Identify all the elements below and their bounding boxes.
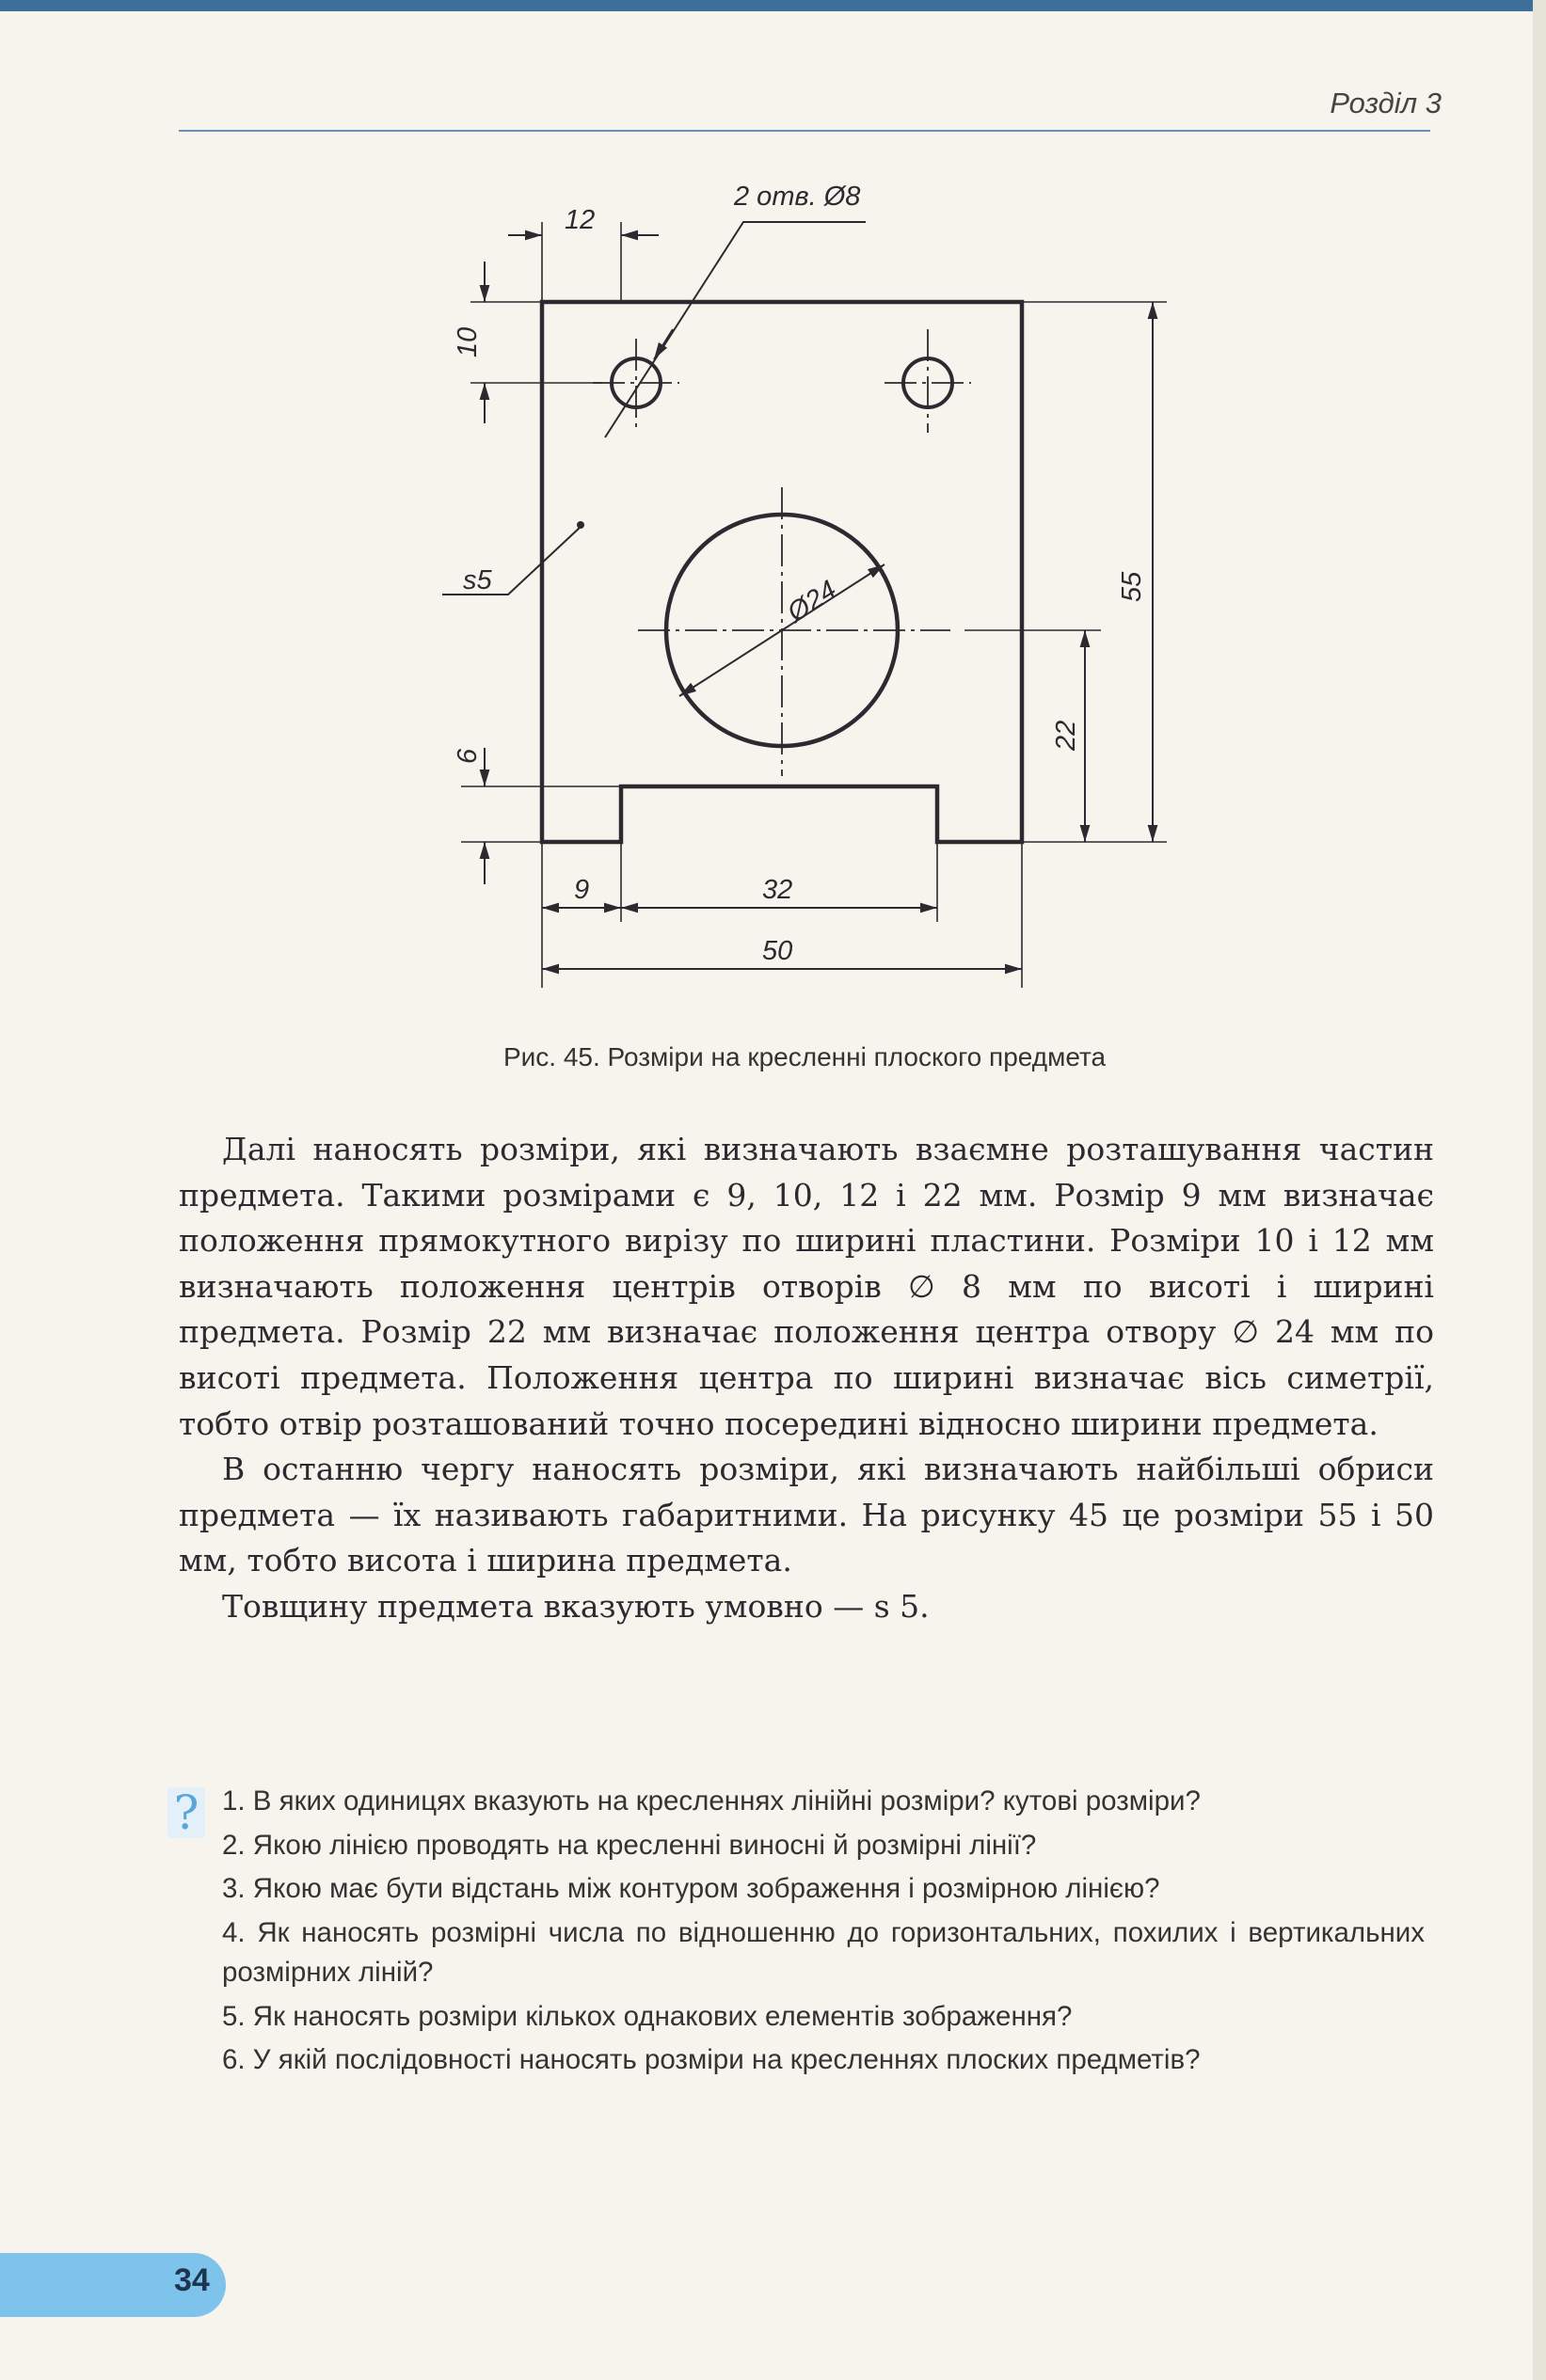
question-mark-icon: ? [167, 1787, 205, 1838]
label-dim-55: 55 [1117, 571, 1147, 602]
question-item: 3. Якою має бути відстань між контуром зображення і розмірною лінією? [222, 1873, 1160, 1904]
label-diameter: Ø24 [782, 575, 842, 628]
question-item: 2. Якою лінією проводять на кресленні виносні й розмірні лінії? [222, 1829, 1037, 1861]
label-dim-32: 32 [762, 875, 793, 905]
label-holes-note: 2 отв. Ø8 [734, 182, 861, 212]
page-number: 34 [174, 2262, 210, 2298]
question-item: 4. Як наносять розмірні числа по відношенню до горизонтальних, похилих і вертикальних розмірних ліній? [222, 1916, 1425, 1988]
body-text [179, 1127, 1434, 1630]
page-edge-shadow [1533, 0, 1546, 2380]
figure-caption: Рис. 45. Розміри на кресленні плоского предмета [502, 1042, 1107, 1071]
label-dim-10: 10 [453, 326, 483, 357]
label-dim-12: 12 [565, 205, 596, 235]
header-divider [179, 130, 1430, 132]
label-dim-6: 6 [453, 748, 483, 764]
label-thickness: s5 [463, 565, 492, 595]
paragraph: Товщину предмета вказують умовно — s 5. [222, 1587, 930, 1625]
question-item: 5. Як наносять розміри кількох однакових елементів зображення? [222, 2000, 1073, 2032]
label-dim-9: 9 [574, 875, 590, 905]
paragraph: В останню чергу наносять розміри, які визначають найбільші обриси предмета — їх називають габаритними. На рисунку 45 це розміри 55 і 50 мм, тобто висота і ширина предмета. [179, 1451, 1434, 1579]
top-color-band [0, 0, 1546, 11]
label-dim-50: 50 [762, 936, 793, 966]
question-item: 1. В яких одиницях вказують на кресленнях лінійні розміри? кутові розміри? [222, 1785, 1201, 1817]
paragraph: Далі наносять розміри, які визначають взаємне розташування частин предмета. Такими розмірами є 9, 10, 12 і 22 мм. Розмір 9 мм визначає положення прямокутного вирізу по ширині пластини. Розміри 10 і 12 мм визначають положення центрів отворів ∅ 8 мм по висоті і ширині предмета. Розмір 22 мм визначає положення центра отвору ∅ 24 мм по висоті предмета. Положення центра по ширині визначає вісь симетрії, тобто отвір розташований точно посередині відносно ширини предмета. [179, 1131, 1434, 1442]
label-dim-22: 22 [1051, 720, 1081, 751]
technical-drawing [414, 160, 1195, 1007]
review-questions [222, 1782, 1425, 2085]
section-label: Розділ 3 [1330, 87, 1442, 119]
question-item: 6. У якій послідовності наносять розміри на кресленнях плоских предметів? [222, 2044, 1201, 2075]
